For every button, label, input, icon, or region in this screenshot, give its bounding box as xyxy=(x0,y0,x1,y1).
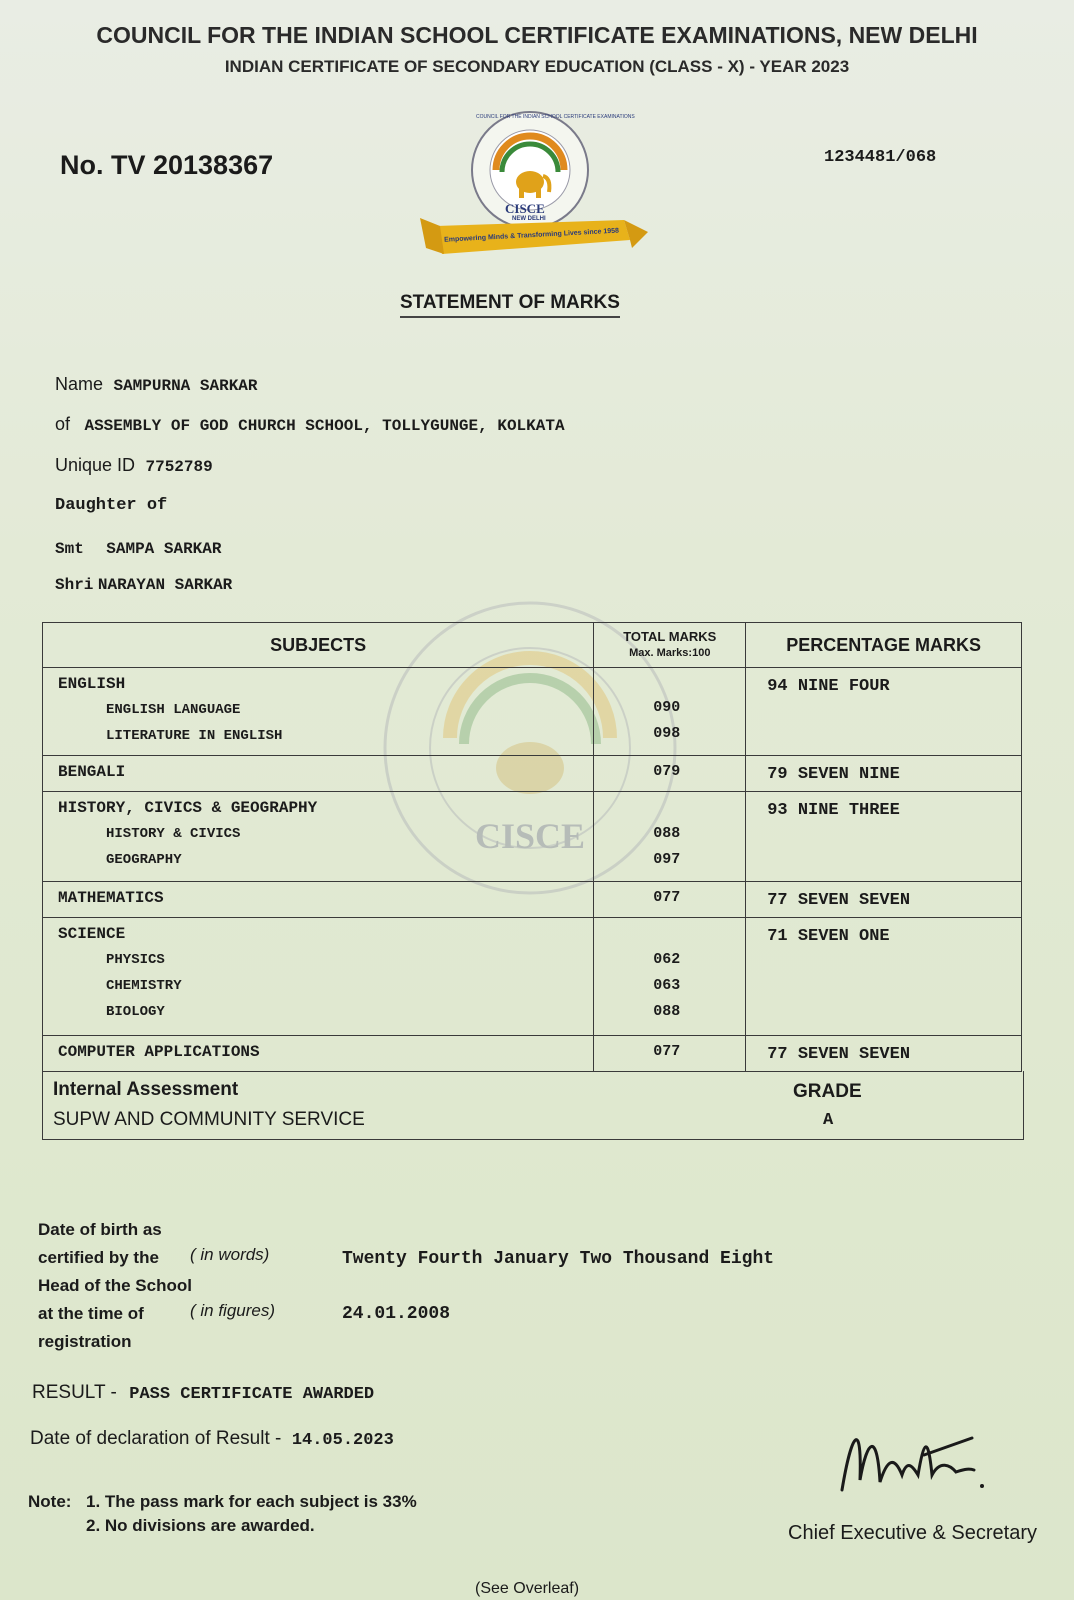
subject-cell xyxy=(43,1036,594,1072)
note-label: Note: xyxy=(28,1492,72,1511)
father-name: NARAYAN SARKAR xyxy=(97,576,233,594)
result-value: PASS CERTIFICATE AWARDED xyxy=(129,1385,375,1404)
marks-cell xyxy=(594,792,746,882)
marks-cell xyxy=(594,918,746,1036)
dob-words: Twenty Fourth January Two Thousand Eight xyxy=(342,1249,775,1269)
marks-value: 088 xyxy=(653,1003,681,1020)
logo-city: NEW DELHI xyxy=(512,216,546,222)
relation-label: Daughter of xyxy=(55,496,168,515)
dob-figures: 24.01.2008 xyxy=(342,1304,451,1324)
table-row xyxy=(43,918,1022,1036)
table-row xyxy=(43,792,1022,882)
subject-cell xyxy=(43,792,594,882)
logo-name: CISCE xyxy=(505,201,545,216)
percentage-value: 77 SEVEN SEVEN xyxy=(767,891,911,910)
dob-words-label: ( in words) xyxy=(190,1245,270,1264)
col-total-sub: Max. Marks:100 xyxy=(629,647,711,659)
table-header-row xyxy=(43,623,1022,668)
table-row xyxy=(43,756,1022,792)
cisce-logo xyxy=(400,108,660,278)
marks-table xyxy=(42,622,1022,1072)
percentage-value: 93 NINE THREE xyxy=(767,801,900,820)
serial-number: 1234481/068 xyxy=(824,148,937,167)
certificate-number: No. TV 20138367 xyxy=(60,150,274,180)
table-row xyxy=(43,882,1022,918)
sub-subject: BIOLOGY xyxy=(106,1004,165,1020)
signatory-title: Chief Executive & Secretary xyxy=(788,1522,1037,1544)
pct-cell xyxy=(746,756,1022,792)
note-1: 1. The pass mark for each subject is 33% xyxy=(86,1492,417,1511)
dob-figures-label: ( in figures) xyxy=(190,1301,276,1320)
table-row xyxy=(43,668,1022,756)
sub-subject: ENGLISH LANGUAGE xyxy=(106,702,241,718)
sub-subject: LITERATURE IN ENGLISH xyxy=(106,728,283,744)
logo-ring-text: COUNCIL FOR THE INDIAN SCHOOL CERTIFICATE EXAMINATIONS xyxy=(476,114,635,120)
signature xyxy=(832,1420,1002,1515)
dob-label-1: Date of birth as xyxy=(38,1220,162,1239)
sub-subject: PHYSICS xyxy=(106,952,165,968)
sub-subject: CHEMISTRY xyxy=(106,978,182,994)
name-label: Name xyxy=(55,374,104,394)
marks-value: 090 xyxy=(653,699,681,716)
pct-cell xyxy=(746,792,1022,882)
see-overleaf: (See Overleaf) xyxy=(475,1580,580,1597)
subject-cell xyxy=(43,918,594,1036)
marks-cell xyxy=(594,1036,746,1072)
marks-cell xyxy=(594,756,746,792)
dob-label-5: registration xyxy=(38,1332,132,1351)
pct-cell xyxy=(746,668,1022,756)
mother-line xyxy=(55,540,221,558)
table-row xyxy=(43,1036,1022,1072)
grade-label: GRADE xyxy=(793,1081,862,1102)
col-total-label: TOTAL MARKS xyxy=(623,629,717,644)
dob-label-4: at the time of xyxy=(38,1304,144,1323)
marks-value: 062 xyxy=(653,951,681,968)
uid-value: 7752789 xyxy=(145,458,213,476)
grade-value: A xyxy=(823,1111,834,1130)
note-2: 2. No divisions are awarded. xyxy=(86,1516,315,1535)
percentage-value: 77 SEVEN SEVEN xyxy=(767,1045,911,1064)
marks-value: 077 xyxy=(653,1043,681,1060)
subject-name: MATHEMATICS xyxy=(58,889,164,907)
col-total-marks xyxy=(594,623,746,668)
school-name: ASSEMBLY OF GOD CHURCH SCHOOL, TOLLYGUNGE, KOLKATA xyxy=(84,417,565,435)
exam-heading: INDIAN CERTIFICATE OF SECONDARY EDUCATION (CLASS - X) - YEAR 2023 xyxy=(224,57,850,76)
marks-value: 098 xyxy=(653,725,681,742)
marks-value: 063 xyxy=(653,977,681,994)
student-name: SAMPURNA SARKAR xyxy=(113,377,258,395)
father-prefix: Shri xyxy=(55,576,94,594)
internal-assessment-box xyxy=(42,1071,1024,1140)
subject-name: COMPUTER APPLICATIONS xyxy=(58,1043,260,1061)
percentage-value: 94 NINE FOUR xyxy=(767,677,890,696)
percentage-value: 79 SEVEN NINE xyxy=(767,765,900,784)
subject-cell xyxy=(43,756,594,792)
svg-text:CISCE: CISCE xyxy=(474,816,586,856)
declaration-line xyxy=(30,1428,394,1450)
subject-name: ENGLISH xyxy=(58,675,126,693)
marks-value: 077 xyxy=(653,889,681,906)
subject-name: BENGALI xyxy=(58,763,126,781)
subject-cell xyxy=(43,882,594,918)
father-line xyxy=(55,576,232,594)
col-percentage: PERCENTAGE MARKS xyxy=(746,623,1022,668)
result-line xyxy=(32,1382,374,1404)
percentage-value: 71 SEVEN ONE xyxy=(767,927,890,946)
pct-cell xyxy=(746,1036,1022,1072)
school-line xyxy=(55,414,565,435)
sub-subject: HISTORY & CIVICS xyxy=(106,826,241,842)
marks-cell xyxy=(594,882,746,918)
name-line xyxy=(55,374,258,395)
subject-cell xyxy=(43,668,594,756)
marks-value: 097 xyxy=(653,851,681,868)
result-label: RESULT - xyxy=(32,1382,117,1403)
col-subjects: SUBJECTS xyxy=(43,623,594,668)
internal-item: SUPW AND COMMUNITY SERVICE xyxy=(53,1109,365,1130)
uid-label: Unique ID xyxy=(55,455,136,475)
marks-value: 088 xyxy=(653,825,681,842)
logo-ribbon-text: Empowering Minds & Transforming Lives since 1958 xyxy=(443,227,620,244)
dob-label-3: Head of the School xyxy=(38,1276,192,1295)
pct-cell xyxy=(746,918,1022,1036)
school-label: of xyxy=(55,414,71,434)
council-heading: COUNCIL FOR THE INDIAN SCHOOL CERTIFICATE EXAMINATIONS, NEW DELHI xyxy=(96,22,978,48)
subject-name: HISTORY, CIVICS & GEOGRAPHY xyxy=(58,799,318,817)
declaration-label: Date of declaration of Result - xyxy=(30,1428,282,1449)
declaration-value: 14.05.2023 xyxy=(291,1431,394,1450)
internal-heading: Internal Assessment xyxy=(53,1079,239,1100)
dob-label-block xyxy=(38,1216,192,1356)
subject-name: SCIENCE xyxy=(58,925,126,943)
dob-label-2: certified by the xyxy=(38,1248,159,1267)
pct-cell xyxy=(746,882,1022,918)
mother-name: SAMPA SARKAR xyxy=(106,540,222,558)
uid-line xyxy=(55,455,213,476)
mother-prefix: Smt xyxy=(55,540,84,558)
sub-subject: GEOGRAPHY xyxy=(106,852,182,868)
marks-cell xyxy=(594,668,746,756)
marks-value: 079 xyxy=(653,763,681,780)
statement-title: STATEMENT OF MARKS xyxy=(400,292,620,318)
